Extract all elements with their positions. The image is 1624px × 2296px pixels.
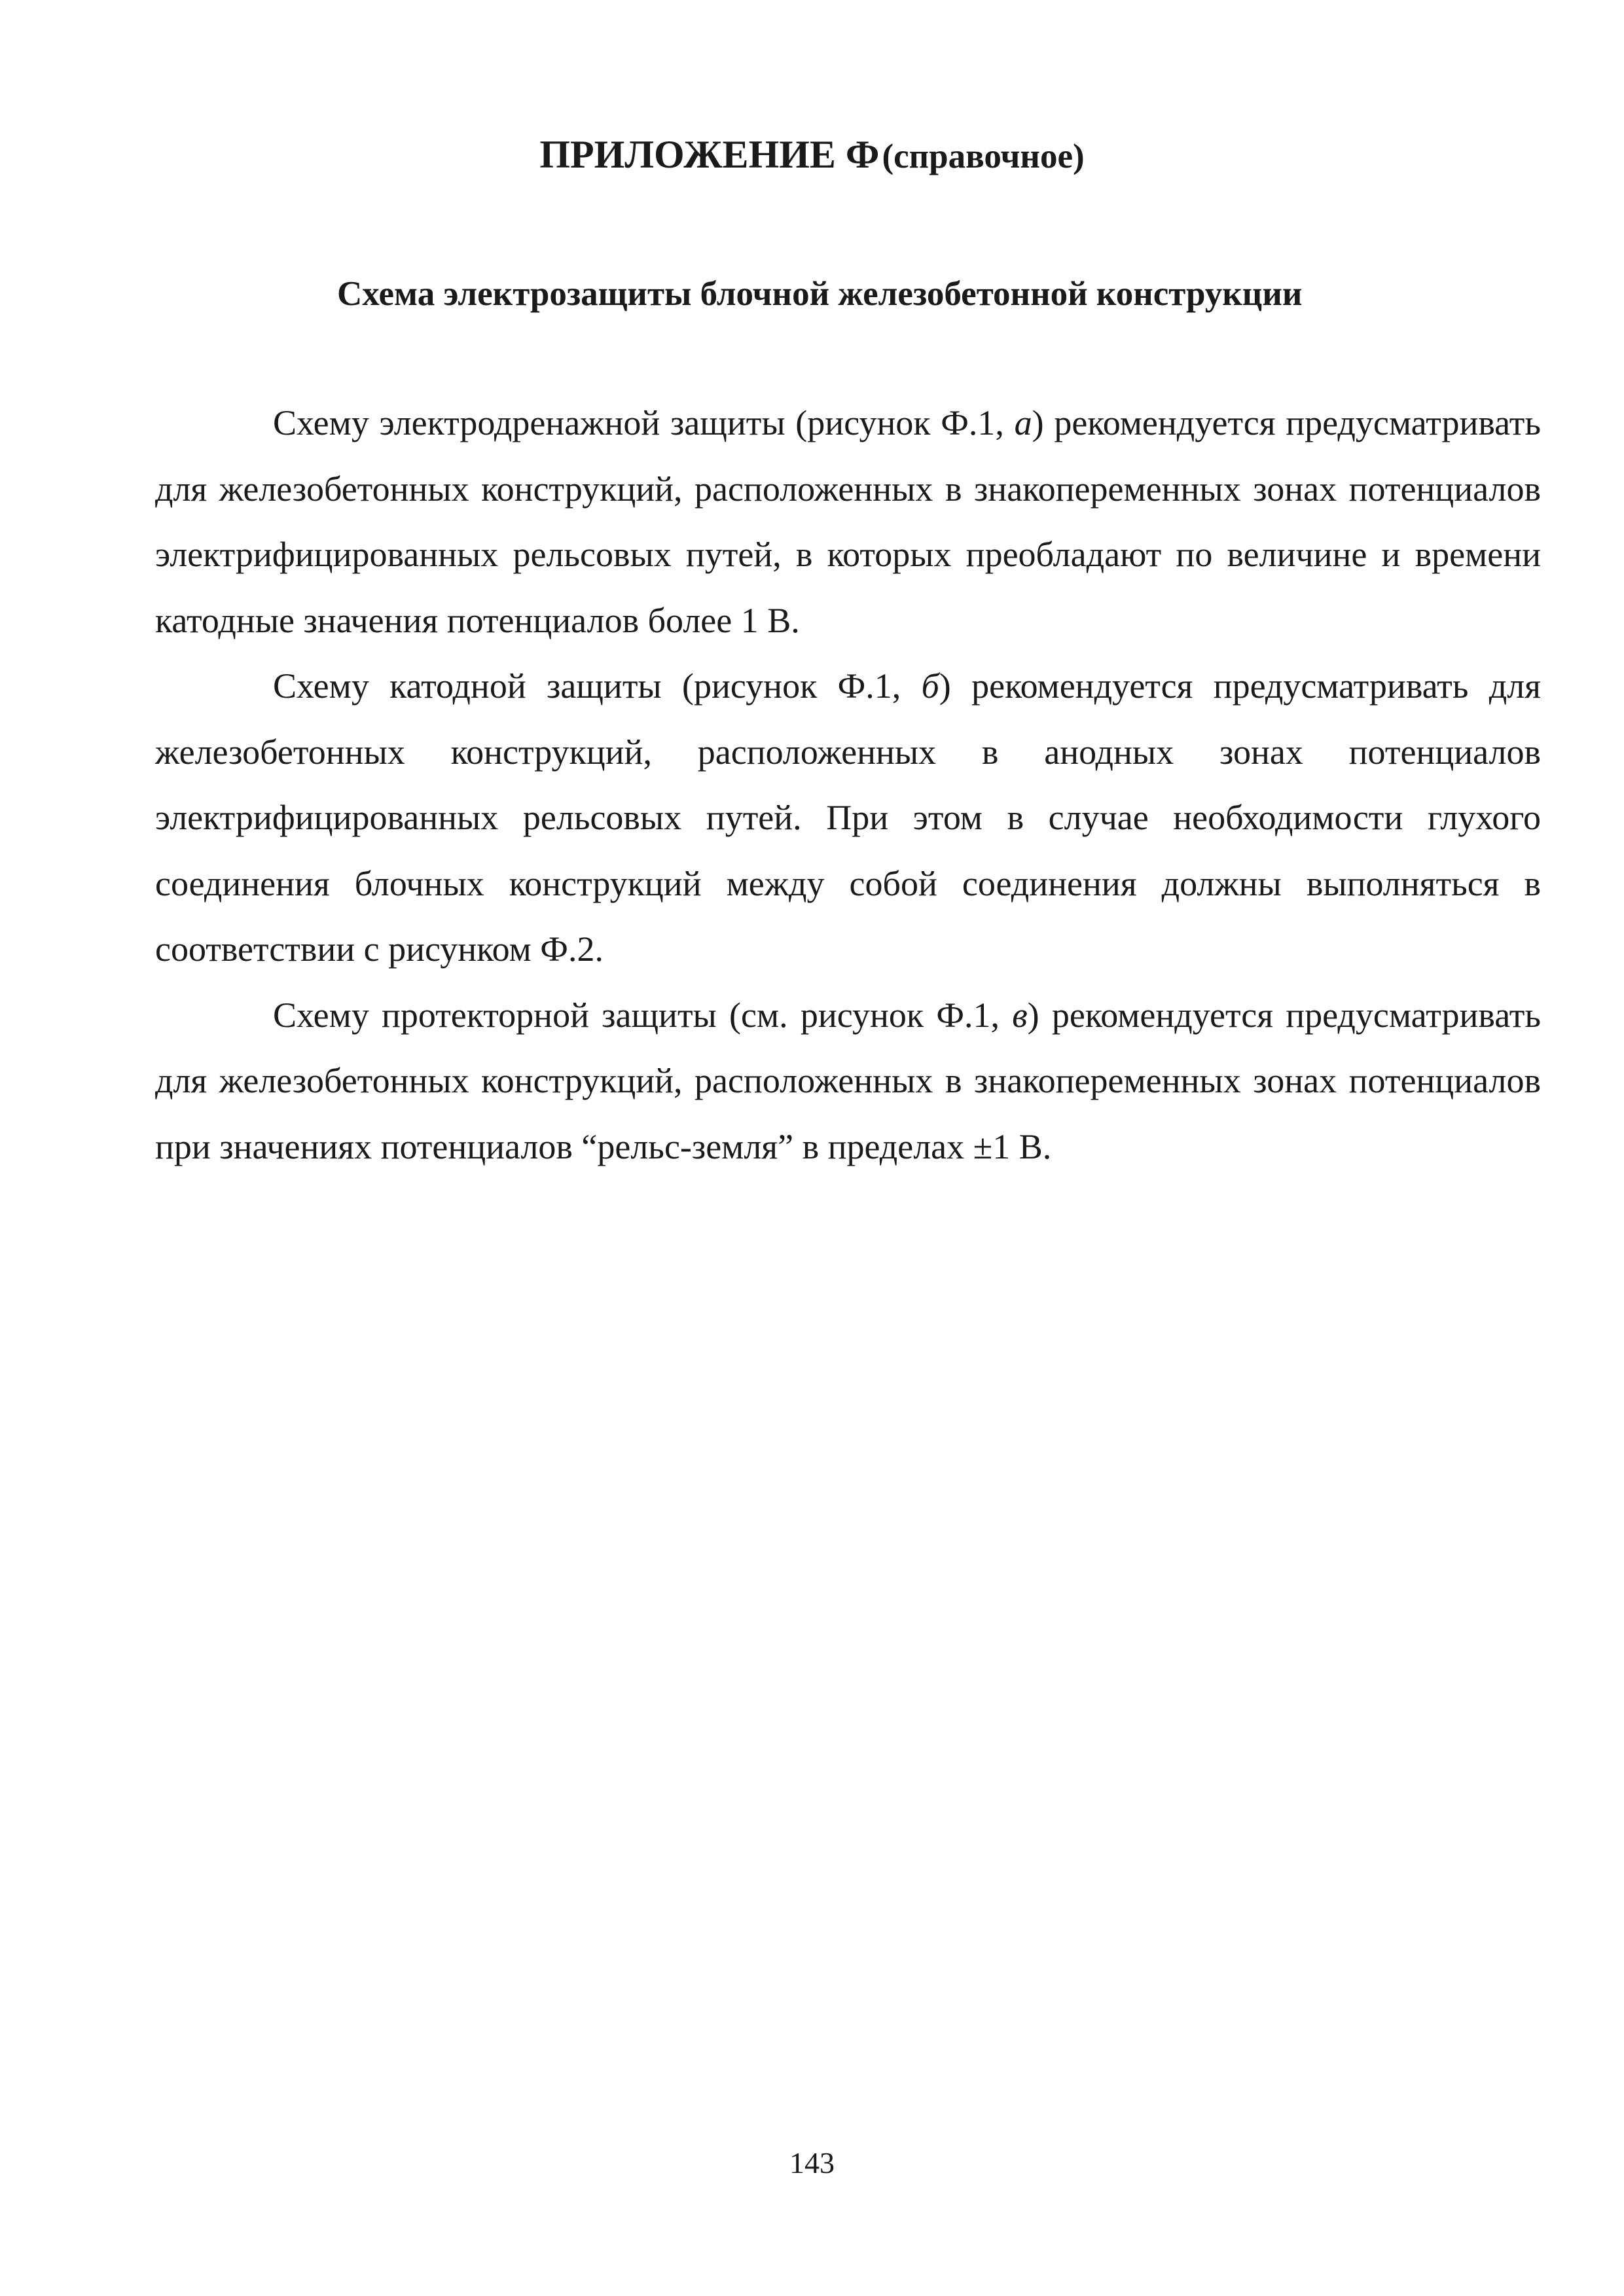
paragraph-electrodrainage [155,390,1541,653]
paragraph-text: ) рекомендуется предусматривать для железобетонных конструкций, расположенных в анодных зонах потенциалов электрифицированных рельсовых путей. При этом в случае необходимости глухого соединения блочных конструкций между собой соединения должны выполняться в соответствии с рисунком Ф.2. [155,666,1541,969]
appendix-title-note: (справочное) [882,137,1085,175]
figure-ref-letter: б [921,666,939,706]
page-number: 143 [789,2146,835,2179]
paragraph-text: Схему электродренажной защиты (рисунок Ф.1, [273,403,1015,442]
paragraph-text: ) рекомендуется предусматривать для железобетонных конструкций, расположенных в знакопеременных зонах потенциалов при значениях потенциалов “рельс-земля” в пределах ±1 В. [155,995,1541,1166]
figure-ref-letter: в [1012,995,1028,1035]
paragraph-text: Схему катодной защиты (рисунок Ф.1, [273,666,922,706]
figure-ref-letter: а [1014,403,1032,442]
paragraph-protector [155,982,1541,1180]
appendix-title [0,131,1624,178]
paragraph-cathodic [155,653,1541,982]
section-title: Схема электрозащиты блочной железобетонной конструкции [337,275,1303,313]
paragraph-text: Схему протекторной защиты (см. рисунок Ф.1, [273,995,1013,1035]
body-text [155,390,1541,1179]
paragraph-text: ) рекомендуется предусматривать для железобетонных конструкций, расположенных в знакопеременных зонах потенциалов электрифицированных рельсовых путей, в которых преобладают по величине и времени катодные значения потенциалов более 1 В. [155,403,1541,640]
appendix-title-main: ПРИЛОЖЕНИЕ Ф [539,133,880,176]
